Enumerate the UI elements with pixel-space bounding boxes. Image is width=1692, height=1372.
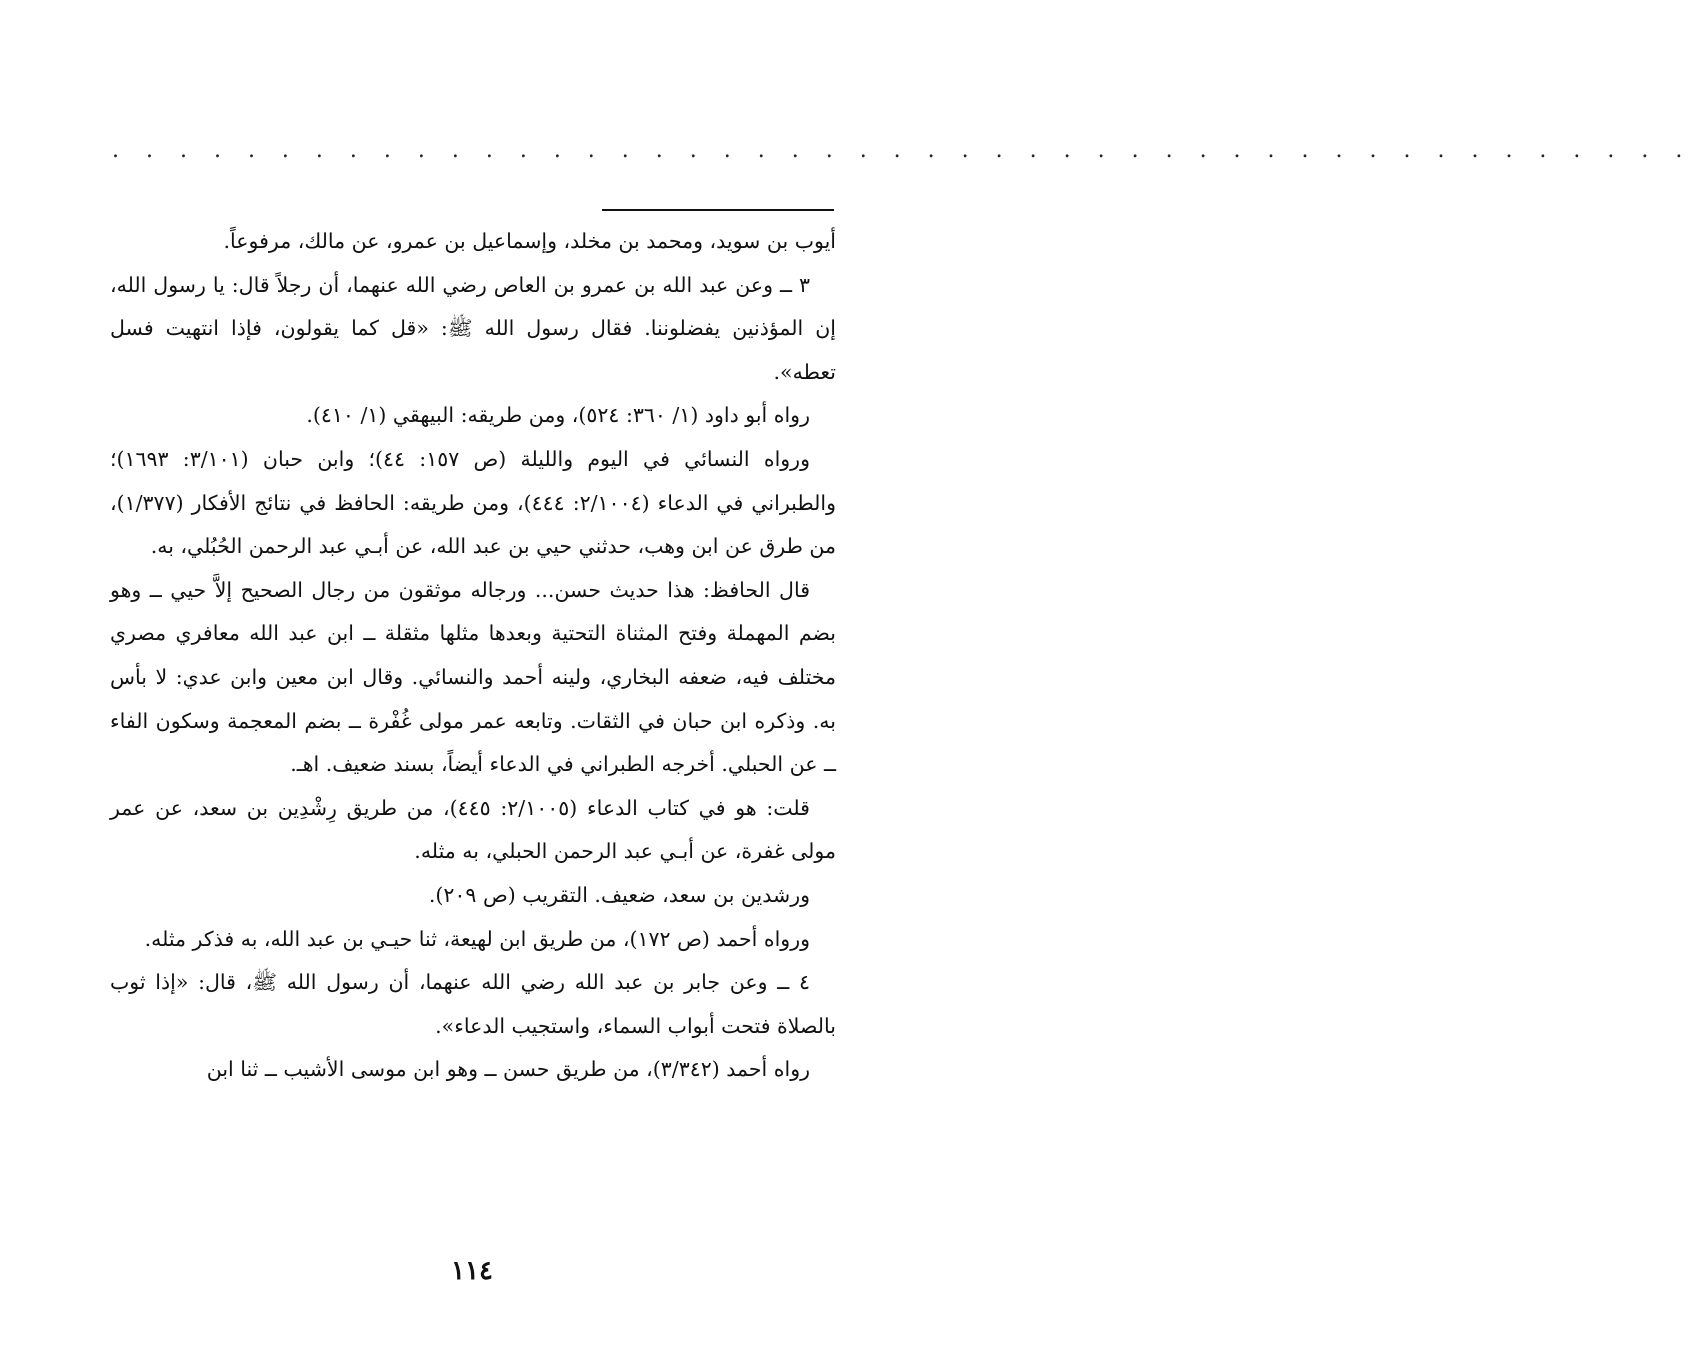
paragraph-hadith-3: ٣ ــ وعن عبد الله بن عمرو بن العاص رضي الله عنهما، أن رجلاً قال: يا رسول الله، إن المؤذنين يفضلوننا. فقال رسول الله ﷺ: «قل كما يقولون، فإذا انتهيت فسل تعطه». (110, 272, 836, 384)
paragraph-hadith-4: ٤ ــ وعن جابر بن عبد الله رضي الله عنهما، أن رسول الله ﷺ، قال: «إذا ثوب بالصلاة فتحت أبواب السماء، واستجيب الدعاء». (110, 970, 836, 1038)
paragraph-hafiz: قال الحافظ: هذا حديث حسن... ورجاله موثقون من رجال الصحيح إلاَّ حيي ــ وهو بضم المهملة وفتح المثناة التحتية وبعدها مثلها مثقلة ــ ابن عبد الله معافري مصري مختلف فيه، ضعفه البخاري، ولينه أحمد والنسائي. وقال ابن معين وابن عدي: لا بأس به. وذكره ابن حبان في الثقات. وتابعه عمر مولى غُفْرة ــ بضم المعجمة وسكون الفاء ــ عن الحبلي. أخرجه الطبراني في الدعاء أيضاً، بسند ضعيف. اهـ. (110, 577, 836, 777)
paragraph-abu-dawud: رواه أبو داود (١/ ٣٦٠: ٥٢٤)، ومن طريقه: البيهقي (١/ ٤١٠). (306, 403, 810, 428)
paragraph-nasai: ورواه النسائي في اليوم والليلة (ص ١٥٧: ٤٤)؛ وابن حبان (٣/١٠١: ١٦٩٣)؛ والطبراني في الدعاء (٢/١٠٠٤: ٤٤٤)، ومن طريقه: الحافظ في نتائج الأفكار (١/٣٧٧)، من طرق عن ابن وهب، حدثني حيي بن عبد الله، عن أبـي عبد الرحمن الحُبُلي، به. (110, 446, 836, 559)
paragraph-rishdin: ورشدين بن سعد، ضعيف. التقريب (ص ٢٠٩). (428, 882, 810, 907)
paragraph-ahmad-jabir: رواه أحمد (٣/٣٤٢)، من طريق حسن ــ وهو ابن موسى الأشيب ــ ثنا ابن (206, 1057, 810, 1082)
page-body (110, 220, 836, 1092)
paragraph-qultu: قلت: هو في كتاب الدعاء (٢/١٠٠٥: ٤٤٥)، من طريق رِشْدِين بن سعد، عن عمر مولى غفرة، عن أبـي عبد الرحمن الحبلي، به مثله. (110, 795, 836, 864)
paragraph-ahmad: ورواه أحمد (ص ١٧٢)، من طريق ابن لهيعة، ثنا حيـي بن عبد الله، به فذكر مثله. (144, 926, 810, 951)
page-number: ١١٤ (451, 1256, 493, 1286)
paragraph-continuation: أيوب بن سويد، ومحمد بن مخلد، وإسماعيل بن عمرو، عن مالك، مرفوعاً. (223, 229, 836, 253)
footnote-separator-rule (602, 209, 834, 211)
header-dotted-line: . . . . . . . . . . . . . . . . . . . . . . . . . . . . . . . . . . . . . . . . . . . . . . . (112, 138, 1692, 163)
